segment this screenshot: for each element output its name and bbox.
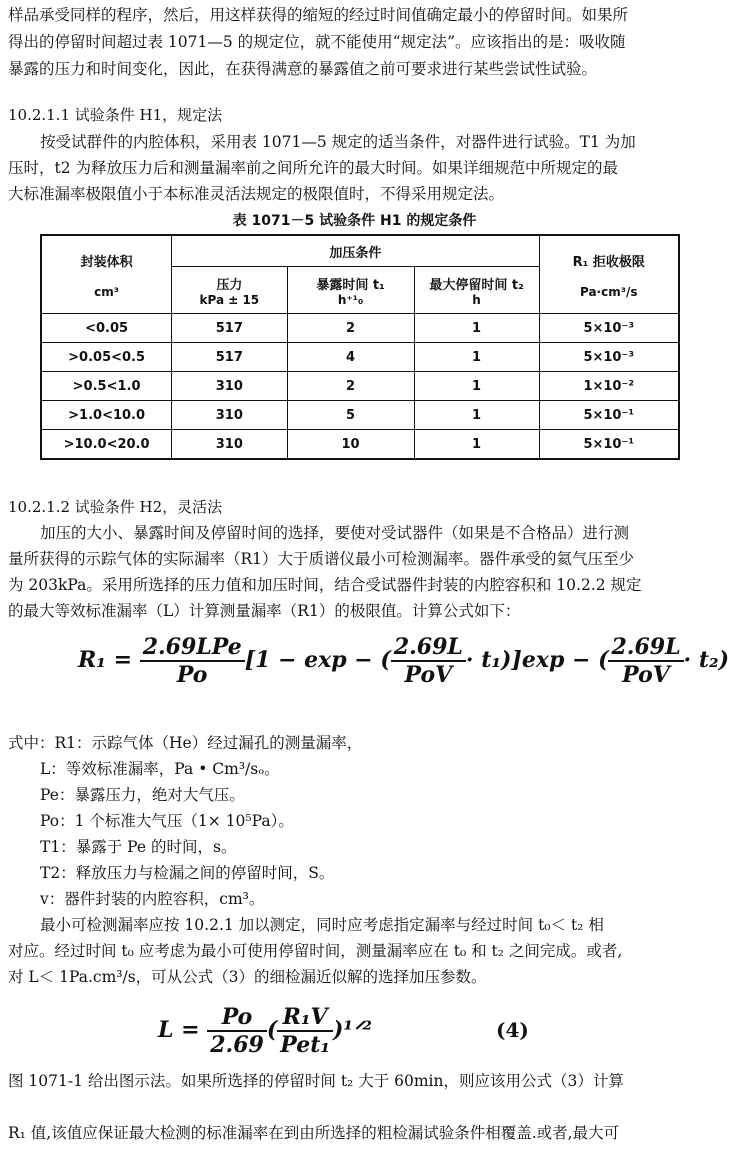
header-exposure (287, 267, 414, 314)
paragraph-line: 压时，t2 为释放压力后和测量漏率前之间所允许的最大时间。如果详细规范中所规定的最 (8, 159, 619, 177)
cell-dwell: 1 (414, 430, 539, 460)
header-pressurize-group: 加压条件 (172, 235, 539, 267)
fraction (608, 634, 683, 688)
header-pressure-unit: kPa ± 15 (199, 292, 260, 307)
formula-number: (4) (496, 1018, 529, 1042)
definition-item: Po：1 个标准大气压（1× 10⁵Pa）。 (40, 812, 294, 830)
fraction-denominator: 2.69 (210, 1032, 264, 1058)
fraction-denominator: Pet₁ (280, 1032, 330, 1058)
paragraph-line: 量所获得的示踪气体的实际漏率（R1）大于质谱仪最小可检测漏率。器件承受的氦气压至少 (8, 550, 635, 568)
header-volume-label: 封装体积 (80, 254, 133, 270)
paragraph-line: 样品承受同样的程序，然后，用这样获得的缩短的经过时间值确定最小的停留时间。如果所 (8, 6, 629, 24)
definitions-intro: 式中：R1：示踪气体（He）经过漏孔的测量漏率， (8, 734, 363, 752)
formula-term: [1 − exp − ( (244, 647, 391, 673)
definition-item: L：等效标准漏率，Pa • Cm³/sₒ。 (40, 760, 280, 778)
fraction (140, 634, 245, 688)
table-row (41, 343, 679, 372)
fraction-numerator: 2.69L (608, 634, 683, 662)
cell-reject: 5×10⁻¹ (539, 401, 679, 430)
cell-exposure: 4 (287, 343, 414, 372)
cell-pressure: 310 (172, 401, 287, 430)
formula-term: · t₂) (683, 647, 729, 673)
table-row (41, 314, 679, 343)
paragraph-line: 为 203kPa。采用所选择的压力值和加压时间，结合受试器件封装的内腔容积和 10.2.2 规定 (8, 576, 642, 594)
cell-reject: 1×10⁻² (539, 372, 679, 401)
cell-pressure: 517 (172, 314, 287, 343)
formula-lhs: R₁ = (78, 647, 133, 673)
cell-volume: >0.5<1.0 (41, 372, 172, 401)
formula-lhs: L = (158, 1017, 200, 1043)
cell-pressure: 310 (172, 430, 287, 460)
fraction-denominator: PoV (404, 662, 453, 688)
cell-dwell: 1 (414, 372, 539, 401)
cell-reject: 5×10⁻³ (539, 343, 679, 372)
header-dwell-label: 最大停留时间 t₂ (429, 277, 524, 293)
leak-rate-formula (78, 634, 729, 688)
definition-item: T2：释放压力与检漏之间的停留时间，S。 (40, 864, 335, 882)
table-caption: 表 1071－5 试验条件 H1 的规定条件 (232, 213, 477, 229)
header-dwell-unit: h (472, 292, 481, 307)
fraction-denominator: PoV (622, 662, 670, 688)
table-row (41, 401, 679, 430)
header-volume (41, 235, 172, 314)
fraction-numerator: 2.69L (391, 634, 466, 662)
cell-pressure: 310 (172, 372, 287, 401)
paragraph-line: 加压的大小、暴露时间及停留时间的选择，要使对受试器件（如果是不合格品）进行测 (40, 524, 630, 542)
cell-dwell: 1 (414, 314, 539, 343)
cell-dwell: 1 (414, 401, 539, 430)
fraction-denominator: Po (176, 662, 208, 688)
pressure-formula: L = $\frac{Po}{2.69}$ ( $\frac{\text{R₁V}}{\text{Pet₁}}$ )¹ᐟ² (158, 1004, 372, 1058)
cell-exposure: 5 (287, 401, 414, 430)
header-exposure-label: 暴露时间 t₁ (316, 277, 385, 293)
cell-reject: 5×10⁻¹ (539, 430, 679, 460)
cell-exposure: 2 (287, 372, 414, 401)
paragraph-line: 的最大等效标准漏率（L）计算测量漏率（R1）的极限值。计算公式如下： (8, 602, 521, 620)
cell-pressure: 517 (172, 343, 287, 372)
cell-volume: >1.0<10.0 (41, 401, 172, 430)
cell-volume: >0.05<0.5 (41, 343, 172, 372)
header-pressure (172, 267, 287, 314)
paragraph-line: 图 1071-1 给出图示法。如果所选择的停留时间 t₂ 大于 60min，则应该用公式（3）计算 (8, 1072, 624, 1090)
fraction (207, 1004, 267, 1058)
formula-term: · t₁)]exp − ( (465, 647, 609, 673)
definition-item: v：器件封装的内腔容积，cm³。 (40, 890, 265, 908)
header-reject-unit: Pa·cm³/s (579, 284, 638, 299)
cell-dwell: 1 (414, 343, 539, 372)
cell-volume: >10.0<20.0 (41, 430, 172, 460)
header-pressure-label: 压力 (216, 277, 243, 293)
cell-reject: 5×10⁻³ (539, 314, 679, 343)
header-exposure-unit: h⁺¹₀ (337, 292, 364, 307)
paragraph-line: 对 L＜ 1Pa.cm³/s，可从公式（3）的细检漏近似解的选择加压参数。 (8, 968, 487, 986)
fraction (391, 634, 466, 688)
cell-volume: <0.05 (41, 314, 172, 343)
header-volume-unit: cm³ (94, 284, 120, 299)
spec-table (40, 234, 680, 460)
fraction-numerator: 2.69LPe (140, 634, 245, 662)
formula-exponent: )¹ᐟ² (333, 1017, 372, 1043)
fraction-numerator: Po (207, 1004, 267, 1032)
header-reject-label: R₁ 拒收极限 (572, 254, 645, 270)
paragraph-line: 得出的停留时间超过表 1071—5 的规定位，就不能使用“规定法”。应该指出的是：吸收随 (8, 33, 626, 51)
paragraph-line: 最小可检测漏率应按 10.2.1 加以测定，同时应考虑指定漏率与经过时间 t₀＜ t₂ 相 (40, 916, 604, 934)
paragraph-line: 暴露的压力和时间变化，因此，在获得满意的暴露值之前可要求进行某些尝试性试验。 (8, 60, 598, 78)
paragraph-line: 按受试群件的内腔体积，采用表 1071—5 规定的适当条件，对器件进行试验。T1 为加 (40, 133, 636, 151)
definition-item: Pe：暴露压力，绝对大气压。 (40, 786, 245, 804)
section-heading: 10.2.1.2 试验条件 H2，灵活法 (8, 498, 223, 516)
section-heading: 10.2.1.1 试验条件 H1，规定法 (8, 106, 223, 124)
paragraph-line: R₁ 值,该值应保证最大检测的标准漏率在到由所选择的粗检漏试验条件相覆盖.或者,最大可 (8, 1124, 620, 1142)
table-row (41, 430, 679, 460)
definition-item: T1：暴露于 Pe 的时间，s。 (40, 838, 237, 856)
header-reject (539, 235, 679, 314)
header-dwell (414, 267, 539, 314)
fraction-numerator: R₁V (277, 1004, 333, 1032)
paragraph-line: 对应。经过时间 t₀ 应考虑为最小可使用停留时间，测量漏率应在 t₀ 和 t₂ 之间完成。或者, (8, 942, 623, 960)
fraction (277, 1004, 333, 1058)
cell-exposure: 10 (287, 430, 414, 460)
cell-exposure: 2 (287, 314, 414, 343)
table-row (41, 372, 679, 401)
paragraph-line: 大标准漏率极限值小于本标准灵活法规定的极限值时，不得采用规定法。 (8, 185, 505, 203)
